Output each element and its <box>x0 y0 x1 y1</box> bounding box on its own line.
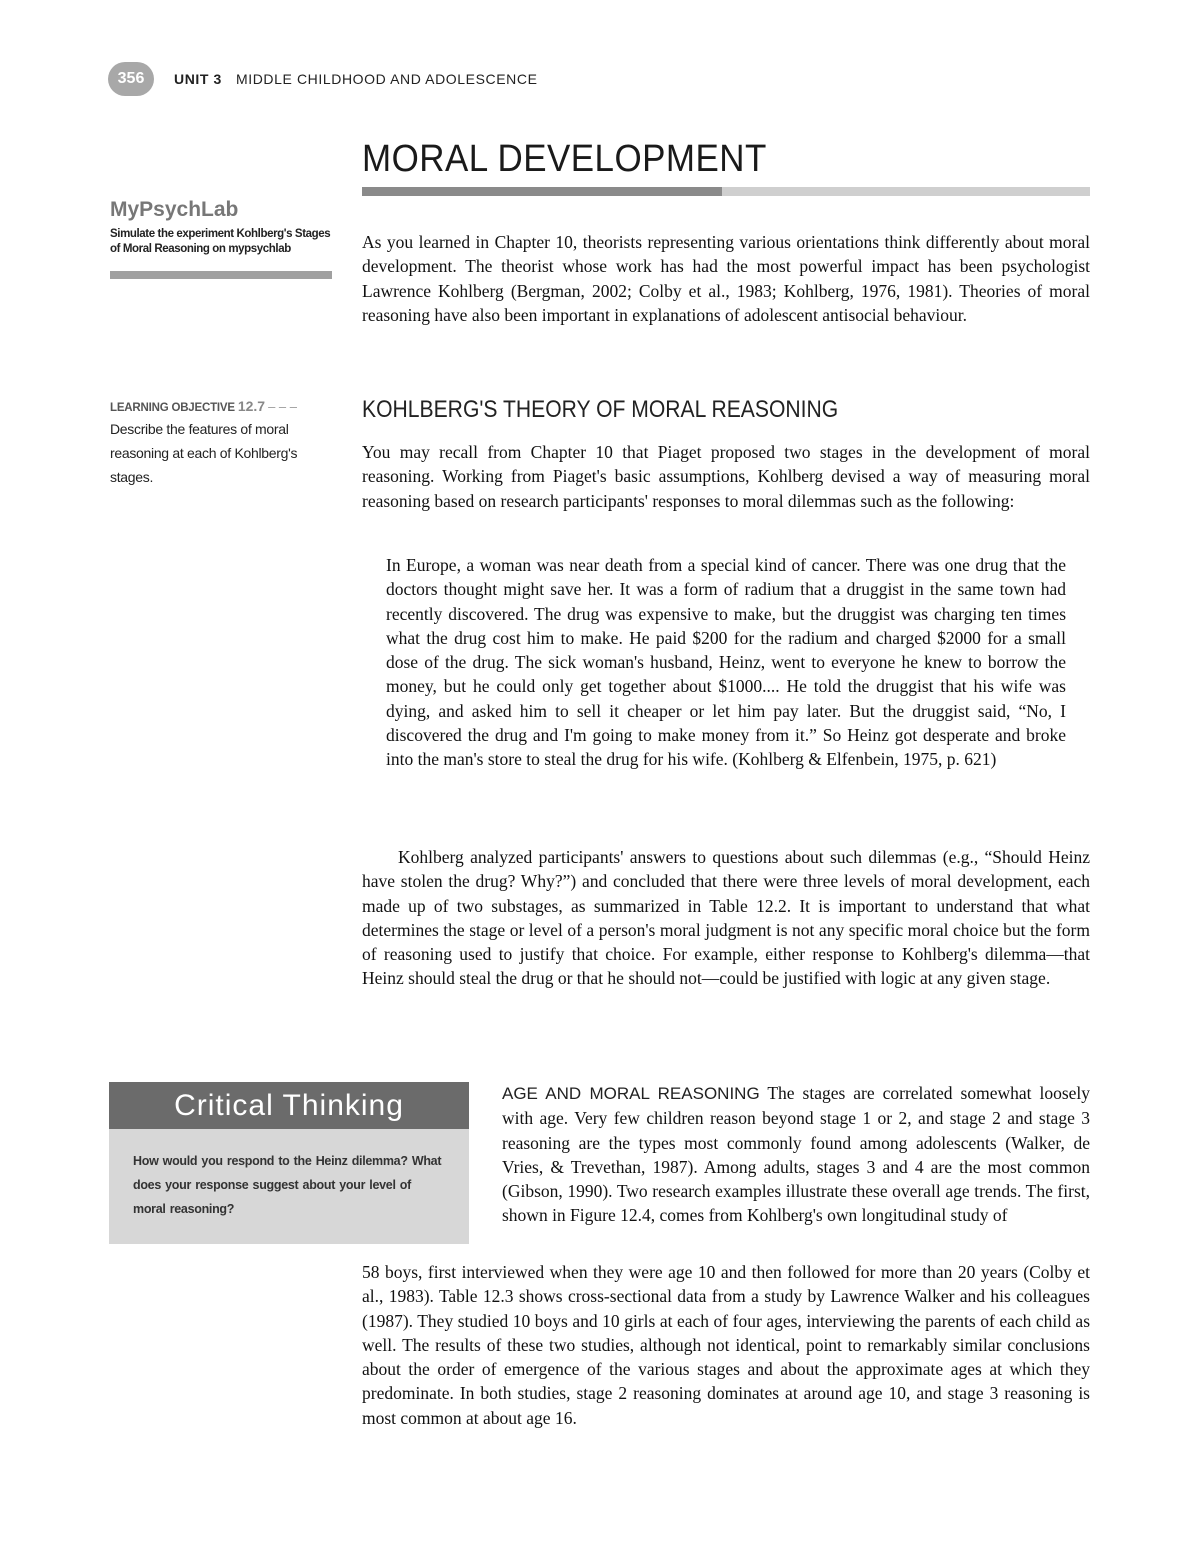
heinz-dilemma-quote: In Europe, a woman was near death from a special kind of cancer. There was one drug that the doctors thought might save her. It was a form of radium that a druggist in the same town had recently discovered. The drug was expensive to make, but the druggist was charging ten times what the drug cost him to make. He paid $200 for the radium and charged $2000 for a small dose of the drug. The sick woman's husband, Heinz, went to everyone he knew to borrow the money, but he could only get together about $1000.... He told the druggist that his wife was dying, and asked him to sell it cheaper or let him pay later. But the druggist said, “No, I discovered the drug and I'm going to make money from it.” So Heinz got desperate and broke into the man's store to steal the drug for his wife. (Kohlberg & Elfenbein, 1975, p. 621) <box>386 555 1066 770</box>
learning-objective-text: Describe the features of moral reasoning at each of Kohlberg's stages. <box>110 421 298 485</box>
paragraph-piaget: You may recall from Chapter 10 that Piaget proposed two stages in the development of moral reasoning. Working from Piaget's basic assumptions, Kohlberg devised a way of measuring moral reasoning based on research participants' responses to moral dilemmas such as the following: <box>362 442 1090 511</box>
critical-thinking-box <box>109 1082 469 1244</box>
mypsychlab-divider <box>110 271 332 279</box>
heading-kohlberg: KOHLBERG'S THEORY OF MORAL REASONING <box>362 396 839 423</box>
page-number: 356 <box>108 62 154 96</box>
section-title: MORAL DEVELOPMENT <box>362 138 767 180</box>
critical-thinking-question: How would you respond to the Heinz dilemma? What does your response suggest about your level of moral reasoning? <box>133 1154 442 1216</box>
learning-objective-dash: – – – <box>268 399 298 414</box>
age-text-part1: The stages are correlated somewhat loosely with age. Very few children reason beyond stage 1 or 2, and stage 2 and stage 3 reasoning are the types most commonly found among adolescents (Walker, de Vries, & Trevethan, 1987). Among adults, stages 3 and 4 are the most common (Gibson, 1990). Two research examples illustrate these overall age trends. The first, shown in Figure 12.4, comes from Kohlberg's own longitudinal study of <box>502 1083 1091 1226</box>
learning-objective-label: LEARNING OBJECTIVE <box>110 402 235 414</box>
learning-objective-number: 12.7 <box>237 398 266 414</box>
mypsychlab-logo: MyPsychLab <box>110 198 239 221</box>
age-runin-heading: AGE AND MORAL REASONING <box>502 1084 760 1103</box>
learning-objective <box>110 398 340 489</box>
unit-title: MIDDLE CHILDHOOD AND ADOLESCENCE <box>235 71 538 87</box>
title-rule-accent <box>362 187 722 196</box>
critical-thinking-title: Critical Thinking <box>109 1082 469 1129</box>
title-rule <box>362 187 1090 196</box>
intro-paragraph: As you learned in Chapter 10, theorists representing various orientations think differently about moral development. The theorist whose work has had the most powerful impact has been psychologist Lawrence Kohlberg (Bergman, 2002; Colby et al., 1983; Kohlberg, 1976, 1981). Theories of moral reasoning have also been important in explanations of adolescent antisocial behaviour. <box>362 232 1090 325</box>
running-header <box>108 62 538 96</box>
unit-label: UNIT 3 <box>174 71 222 87</box>
mypsychlab-sidebar <box>110 198 332 279</box>
age-paragraph-part1 <box>502 1081 1090 1228</box>
paragraph-analyzed: Kohlberg analyzed participants' answers to questions about such dilemmas (e.g., “Should Heinz have stolen the drug? Why?”) and concluded that there were three levels of moral development, each made up of two substages, as summarized in Table 12.2. It is important to understand that what determines the stage or level of a person's moral judgment is not any specific moral choice but the form of reasoning used to justify that choice. For example, either response to Kohlberg's dilemma—that Heinz should steal the drug or that he should not—could be justified with logic at any given stage. <box>362 847 1090 989</box>
mypsychlab-text: Simulate the experiment Kohlberg's Stages of Moral Reasoning on mypsychlab <box>110 228 331 255</box>
running-head-text <box>174 71 538 87</box>
age-paragraph-part2: 58 boys, first interviewed when they were age 10 and then followed for more than 20 years (Colby et al., 1983). Table 12.3 shows cross-sectional data from a study by Lawrence Walker and his colleagues (1987). They studied 10 boys and 10 girls at each of four ages, interviewing the parents of each child as well. The results of these two studies, although not identical, point to remarkably similar conclusions about the order of emergence of the various stages and about the approximate ages at which they predominate. In both studies, stage 2 reasoning dominates at around age 10, and stage 3 reasoning is most common at about age 16. <box>362 1262 1090 1428</box>
